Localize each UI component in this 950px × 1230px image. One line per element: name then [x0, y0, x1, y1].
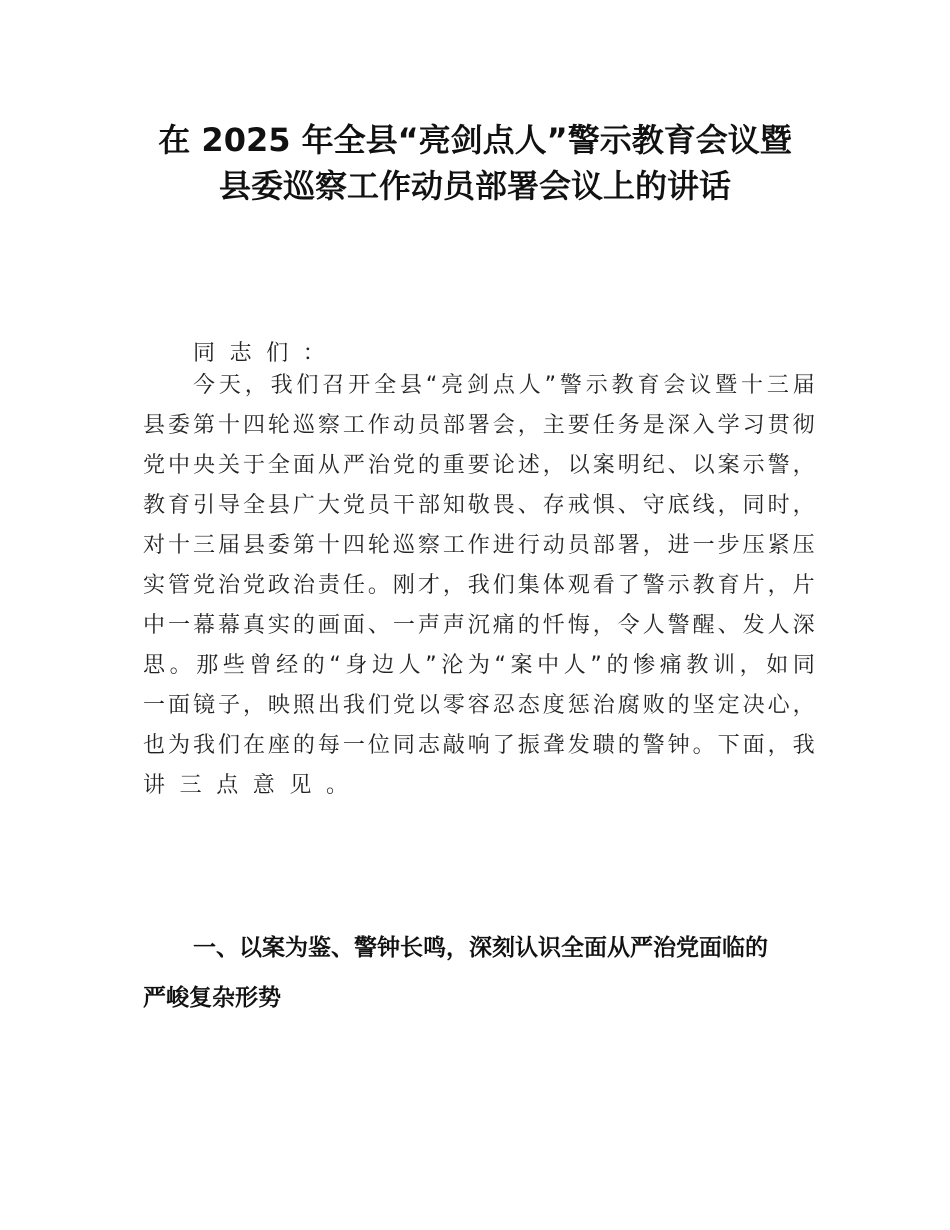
- paragraph-line: 今 天 ， 我 们 召 开 全 县 “ 亮 剑 点 人 ” 警 示 教 育 会 议 暨 十 三 届: [193, 373, 815, 398]
- paragraph-line: 对 十 三 届 县 委 第 十 四 轮 巡 察 工 作 进 行 动 员 部 署 ， 进 一 步 压 紧 压: [143, 533, 815, 558]
- section-heading-line: 一、以案为鉴、警钟长鸣，深刻认识全面从严治党面临的: [193, 935, 768, 961]
- paragraph-line: 实 管 党 治 党 政 治 责 任 。 刚 才 ， 我 们 集 体 观 看 了 警 示 教 育 片 ， 片: [143, 573, 815, 598]
- paragraph-line: 教 育 引 导 全 县 广 大 党 员 干 部 知 敬 畏 、 存 戒 惧 、 守 底 线 ， 同 时 ，: [143, 493, 815, 518]
- section-heading-line: 严峻复杂形势: [143, 985, 281, 1011]
- paragraph-line: 党 中 央 关 于 全 面 从 严 治 党 的 重 要 论 述 ， 以 案 明 纪 、 以 案 示 警 ，: [143, 453, 815, 478]
- paragraph-line: 讲三点意见。: [143, 773, 363, 798]
- paragraph-line: 也 为 我 们 在 座 的 每 一 位 同 志 敲 响 了 振 聋 发 聩 的 警 钟 。 下 面 ， 我: [143, 733, 815, 758]
- document-title-line-2: 县委巡察工作动员部署会议上的讲话: [218, 167, 731, 205]
- paragraph-line: 中 一 幕 幕 真 实 的 画 面 、 一 声 声 沉 痛 的 忏 悔 ， 令 人 警 醒 、 发 人 深: [143, 613, 815, 638]
- paragraph-line: 一 面 镜 子 ， 映 照 出 我 们 党 以 零 容 忍 态 度 惩 治 腐 败 的 坚 定 决 心 ，: [143, 693, 815, 718]
- document-title-line-1: 在 2025 年全县“亮剑点人”警示教育会议暨: [158, 121, 792, 159]
- paragraph-line: 县 委 第 十 四 轮 巡 察 工 作 动 员 部 署 会 ， 主 要 任 务 是 深 入 学 习 贯 彻: [143, 413, 815, 438]
- salutation: 同志们：: [193, 341, 340, 366]
- paragraph-line: 思 。 那 些 曾 经 的 “ 身 边 人 ” 沦 为 “ 案 中 人 ” 的 惨 痛 教 训 ， 如 同: [143, 653, 815, 678]
